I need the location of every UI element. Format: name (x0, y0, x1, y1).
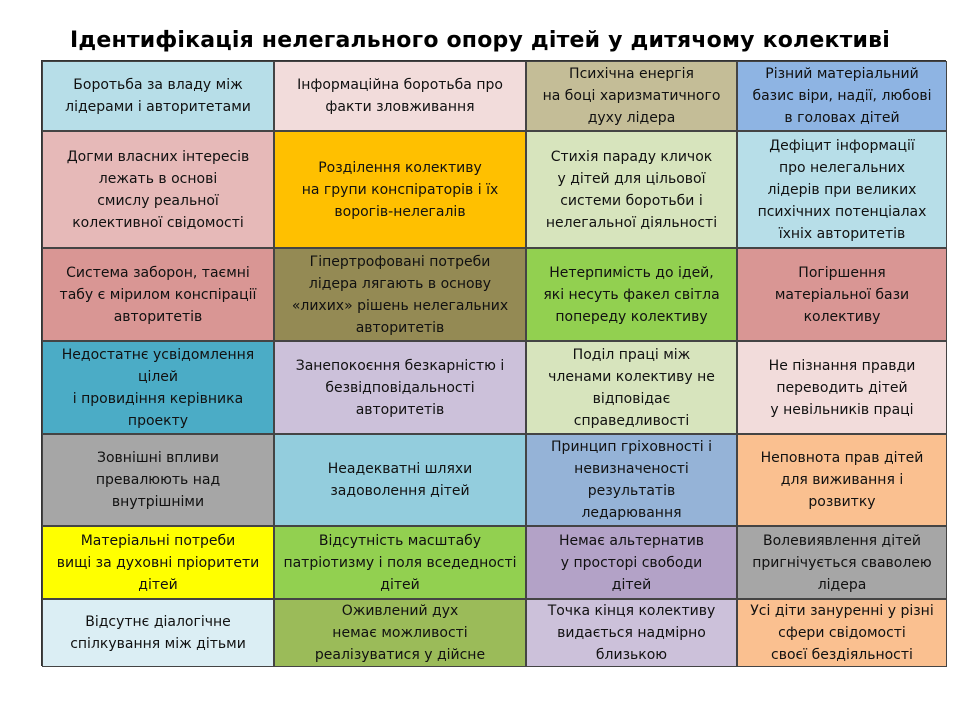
table-cell: Погіршення матеріальної бази колективу (737, 248, 947, 341)
table-cell: Матеріальні потреби вищі за духовні пріоритети дітей (42, 526, 274, 599)
table-cell: Дефіцит інформації про нелегальних лідерів при великих психічних потенціалах їхніх авторитетів (737, 131, 947, 248)
identification-table (41, 60, 946, 666)
table-cell: Психічна енергія на боці харизматичного духу лідера (526, 61, 737, 131)
table-cell: Не пізнання правди переводить дітей у невільників праці (737, 341, 947, 434)
table-cell: Догми власних інтересів лежать в основі смислу реальної колективної свідомості (42, 131, 274, 248)
table-cell: Інформаційна боротьба про факти зловживання (274, 61, 526, 131)
table-cell: Занепокоєння безкарністю і безвідповідальності авторитетів (274, 341, 526, 434)
table-cell: Усі діти зануренні у різні сфери свідомості своєї бездіяльності (737, 599, 947, 667)
table-cell: Поділ праці між членами колективу не відповідає справедливості (526, 341, 737, 434)
table-cell: Зовнішні впливи превалюють над внутрішніми (42, 434, 274, 526)
table-cell: Відсутність масштабу патріотизму і поля вседедності дітей (274, 526, 526, 599)
table-cell: Неповнота прав дітей для виживання і розвитку (737, 434, 947, 526)
table-cell: Принцип гріховності і невизначеності результатів ледарювання (526, 434, 737, 526)
table-cell: Оживлений дух немає можливості реалізуватися у дійсне (274, 599, 526, 667)
table-cell: Нетерпимість до ідей, які несуть факел світла попереду колективу (526, 248, 737, 341)
table-cell: Стихія параду кличок у дітей для цільової системи боротьби і нелегальної діяльності (526, 131, 737, 248)
table-cell: Різний матеріальний базис віри, надії, любові в головах дітей (737, 61, 947, 131)
table-cell: Розділення колективу на групи конспіраторів і їх ворогів-нелегалів (274, 131, 526, 248)
table-cell: Точка кінця колективу видається надмірно близькою (526, 599, 737, 667)
table-cell: Немає альтернатив у просторі свободи дітей (526, 526, 737, 599)
table-cell: Волевиявлення дітей пригнічується сваволею лідера (737, 526, 947, 599)
table-cell: Система заборон, таємні табу є мірилом конспірації авторитетів (42, 248, 274, 341)
table-cell: Неадекватні шляхи задоволення дітей (274, 434, 526, 526)
table-cell: Боротьба за владу між лідерами і авторитетами (42, 61, 274, 131)
table-cell: Відсутнє діалогічне спілкування між дітьми (42, 599, 274, 667)
page-title: Ідентифікація нелегального опору дітей у дитячому колективі (69, 28, 891, 53)
table-cell: Гіпертрофовані потреби лідера лягають в основу «лихих» рішень нелегальних авторитетів (274, 248, 526, 341)
table-cell: Недостатнє усвідомлення цілей і провидіння керівника проекту (42, 341, 274, 434)
